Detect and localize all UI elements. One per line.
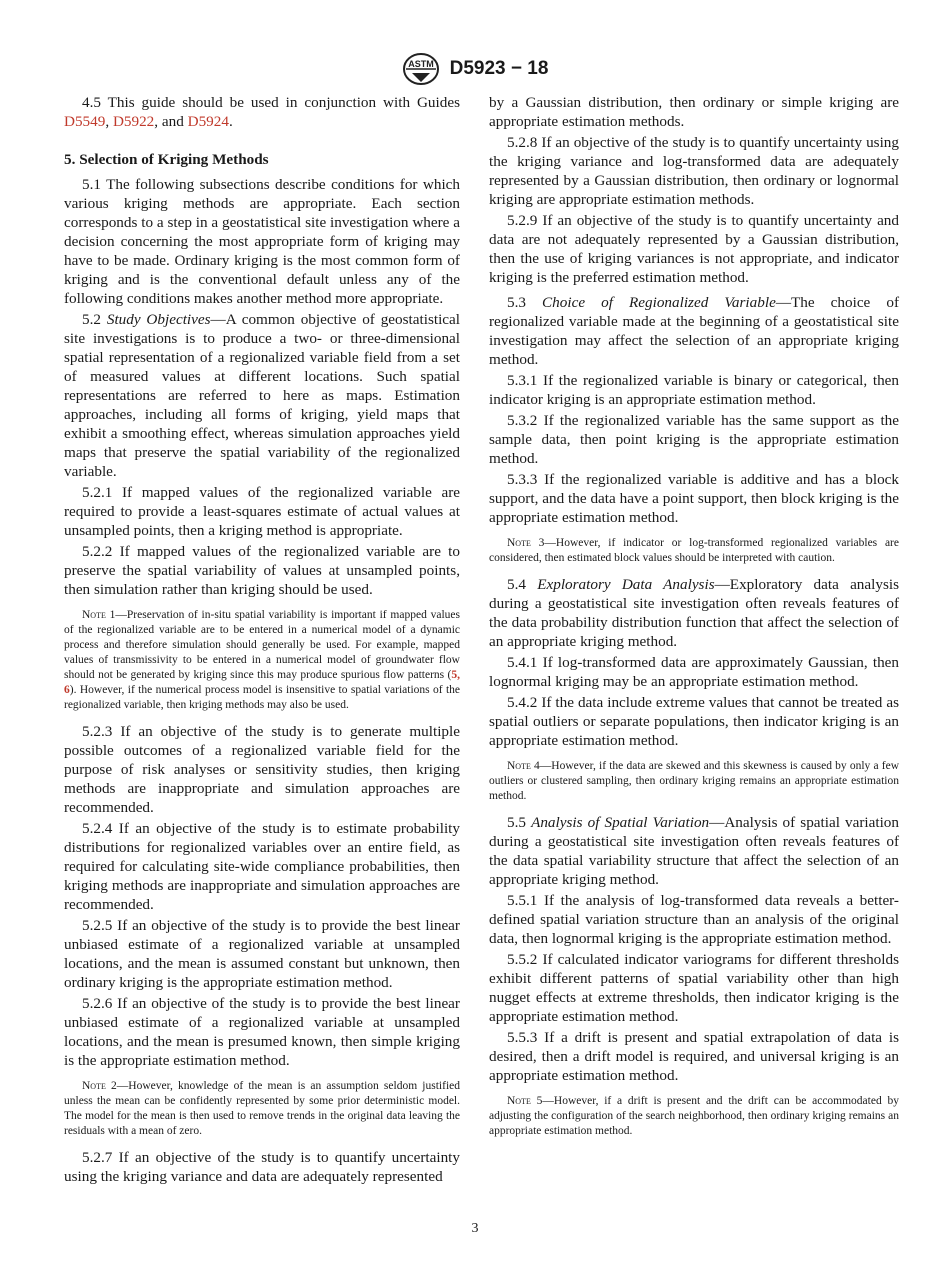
paragraph-5-2: 5.2 Study Objectives—A common objective of geostatistical site investigations is to produce a two- or three-dimensional spatial representation of a regionalized variable field from a set of measured values at different locations. Such spatial representations are referred to here as maps. Estimation approaches, including all forms of kriging, yield maps that exhibit a smoothing effect, whereas simulation approaches yield maps that preserve the spatial variability of the regionalized variable. <box>64 311 460 480</box>
right-column <box>489 93 899 1148</box>
section-title: 5. Selection of Kriging Methods <box>64 151 269 168</box>
paragraph-5-2-8: 5.2.8 If an objective of the study is to quantify uncertainty using the kriging variance and log-transformed data are adequately represented by a Gaussian distribution, then ordinary or lognormal kriging are appropriate estimation methods. <box>489 134 899 208</box>
paragraph-5-2-5: 5.2.5 If an objective of the study is to provide the best linear unbiased estimate of a regionalized variable at unsampled locations, and the mean is assumed constant but unknown, then ordinary kriging is the appropriate estimation method. <box>64 917 460 991</box>
link-d5549[interactable]: D5549 <box>64 113 106 130</box>
paragraph-5-2-1: 5.2.1 If mapped values of the regionalized variable are required to provide a least-squares estimate of actual values at unsampled points, then a kriging method is appropriate. <box>64 484 460 539</box>
page-header <box>0 52 950 86</box>
link-d5924[interactable]: D5924 <box>187 113 229 130</box>
svg-text:ASTM: ASTM <box>407 59 434 69</box>
note-4: Note 4—However, if the data are skewed and this skewness is caused by only a few outliers or clustered sampling, then ordinary kriging remains an appropriate estimation method. <box>489 760 899 802</box>
document-code: D5923 − 18 <box>449 58 549 79</box>
paragraph-5-3: 5.3 Choice of Regionalized Variable—The choice of regionalized variable made at the beginning of a geostatistical site investigation may affect the selection of an appropriate kriging method. <box>489 294 900 368</box>
paragraph-5-2-3: 5.2.3 If an objective of the study is to generate multiple possible outcomes of a regionalized variable field for the purpose of risk analyses or sensitivity studies, then kriging methods are inappropriate and simulation approaches are recommended. <box>64 723 460 816</box>
link-d5922[interactable]: D5922 <box>112 113 155 130</box>
subsection-title: Study Objectives <box>106 311 211 328</box>
astm-logo-icon <box>402 52 440 86</box>
paragraph-5-4-1: 5.4.1 If log-transformed data are approximately Gaussian, then lognormal kriging may be an appropriate estimation method. <box>489 654 899 690</box>
page-number: 3 <box>471 1221 479 1236</box>
paragraph-5-2-4: 5.2.4 If an objective of the study is to estimate probability distributions for regionalized variables over an entire field, as required for calculating site-wide compliance probabilities, then kriging methods are inappropriate and simulation approaches are recommended. <box>64 820 460 913</box>
paragraph-5-2-6: 5.2.6 If an objective of the study is to provide the best linear unbiased estimate of a regionalized variable at unsampled locations, and the mean is presumed known, then simple kriging is the appropriate estimation method. <box>64 995 460 1069</box>
paragraph-5-1: 5.1 The following subsections describe conditions for which various kriging methods are appropriate. Each section corresponds to a step in a geostatistical site investigation where a decision concerning the most appropriate form of kriging may have to be made. Ordinary kriging is the most common form of kriging and is the conventional default unless any of the following conditions makes another method more appropriate. <box>64 176 460 307</box>
reference-link[interactable]: 5, 6 <box>64 669 460 696</box>
paragraph-5-5: 5.5 Analysis of Spatial Variation—Analysis of spatial variation during a geostatistical site investigation often reveals features of the data spatial variability structure that affect the selection of an appropriate kriging method. <box>489 814 899 888</box>
paragraph-5-3-3: 5.3.3 If the regionalized variable is additive and has a block support, and the data have a point support, then block kriging is the appropriate estimation method. <box>489 471 899 526</box>
subsection-title: Choice of Regionalized Variable <box>542 294 776 311</box>
subsection-title: Exploratory Data Analysis <box>537 576 715 593</box>
subsection-title: Analysis of Spatial Variation <box>531 814 710 831</box>
note-3: Note 3—However, if indicator or log-transformed regionalized variables are considered, then estimated block values should be interpreted with caution. <box>489 537 899 564</box>
paragraph-5-4: 5.4 Exploratory Data Analysis—Exploratory data analysis during a geostatistical site investigation often reveals features of the data probability distribution function that affect the selection of an appropriate kriging method. <box>489 576 899 650</box>
paragraph-5-5-2: 5.5.2 If calculated indicator variograms for different thresholds exhibit different patterns of spatial variability other than high nugget effects at extreme thresholds, then indicator kriging is the appropriate estimation method. <box>489 951 899 1025</box>
paragraph-5-2-7: 5.2.7 If an objective of the study is to quantify uncertainty using the kriging variance and data are adequately represented <box>64 1149 460 1185</box>
paragraph-5-2-2: 5.2.2 If mapped values of the regionalized variable are to preserve the spatial variability of values at unsampled points, then simulation rather than kriging should be used. <box>64 543 460 598</box>
paragraph-5-2-9: 5.2.9 If an objective of the study is to quantify uncertainty and data are not adequately represented by a Gaussian distribution, then the use of kriging variances is not appropriate, and indicator kriging is the preferred estimation method. <box>489 212 899 286</box>
left-column <box>64 93 460 1188</box>
paragraph-5-3-2: 5.3.2 If the regionalized variable has the same support as the sample data, then point kriging is the appropriate estimation method. <box>489 412 899 467</box>
paragraph-5-5-1: 5.5.1 If the analysis of log-transformed data reveals a better-defined spatial variation structure than an analysis of the original data, then lognormal kriging is the appropriate estimation method. <box>489 892 899 947</box>
note-5: Note 5—However, if a drift is present and the drift can be accommodated by adjusting the configuration of the search neighborhood, then ordinary kriging remains an appropriate estimation method. <box>489 1095 899 1137</box>
note-2: Note 2—However, knowledge of the mean is an assumption seldom justified unless the mean can be confidently represented by some prior deterministic model. The model for the mean is then used to remove trends in the original data leaving the residuals with a mean of zero. <box>64 1080 460 1137</box>
paragraph-5-3-1: 5.3.1 If the regionalized variable is binary or categorical, then indicator kriging is an appropriate estimation method. <box>489 372 899 408</box>
paragraph-5-2-7-continued: by a Gaussian distribution, then ordinary or simple kriging are appropriate estimation methods. <box>489 94 899 130</box>
note-1: Note 1—Preservation of in-situ spatial variability is important if mapped values of the regionalized variable are to be entered in a numerical model of a dynamic process and therefore simulation should generally be used. For example, mapped values of transmissivity to be entered in a numerical model of groundwater flow should not be generated by kriging since this may produce spurious flow patterns (5, 6). However, if the numerical process model is insensitive to spatial variations of the regionalized variable, then kriging methods may also be used. <box>64 609 460 711</box>
paragraph-4-5: 4.5 This guide should be used in conjunction with Guides D5549, D5922, and D5924. <box>64 94 460 130</box>
paragraph-5-5-3: 5.5.3 If a drift is present and spatial extrapolation of data is desired, then a drift model is required, and universal kriging is an appropriate estimation method. <box>489 1029 899 1084</box>
paragraph-5-4-2: 5.4.2 If the data include extreme values that cannot be treated as spatial outliers or separate populations, then indicator kriging is an appropriate estimation method. <box>489 694 899 749</box>
